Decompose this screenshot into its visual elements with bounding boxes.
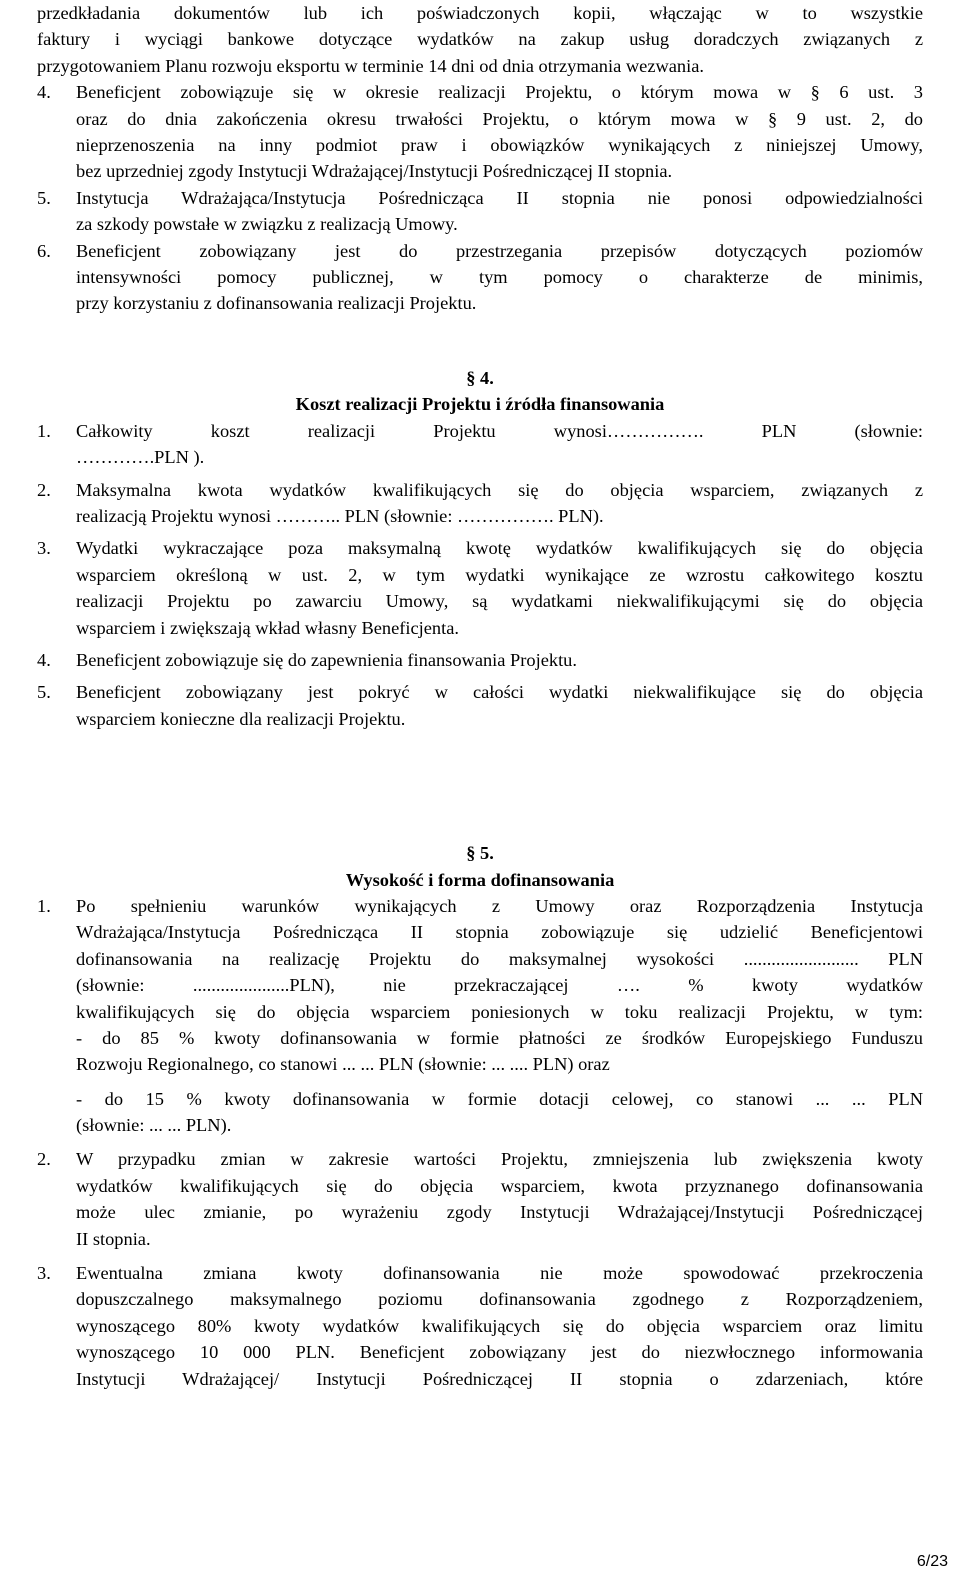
text-line: Beneficjent zobowiązany jest do przestrzegania przepisów dotyczących poziomów (76, 240, 923, 261)
text-line: II stopnia. (76, 1228, 151, 1249)
text-line: dofinansowania na realizację Projektu do maksymalnej wysokości ......................... PLN (76, 948, 923, 969)
document-body (37, 0, 923, 1392)
text-line: - do 85 % kwoty dofinansowania w formie płatności ze środków Europejskiego Funduszu (76, 1027, 923, 1048)
text-line: oraz do dnia zakończenia okresu trwałości Projektu, o którym mowa w § 9 ust. 2, do (76, 108, 923, 129)
item-number: 1. (37, 420, 51, 441)
item-number: 3. (37, 538, 51, 559)
section3-item-4 (37, 79, 923, 185)
text-line: Całkowity koszt realizacji Projektu wynosi……………. PLN (słownie: (76, 420, 923, 441)
text-line: Wdrażająca/Instytucja Pośrednicząca II stopnia zobowiązuje się udzielić Beneficjentowi (76, 922, 923, 943)
text-line: Ewentualna zmiana kwoty dofinansowania nie może spowodować przekroczenia (76, 1263, 923, 1284)
section4-item-1 (37, 418, 923, 471)
spacer (37, 732, 923, 840)
text-line: (słownie: ... ... PLN). (76, 1115, 232, 1136)
text-line: intensywności pomocy publicznej, w tym pomocy o charakterze de minimis, (76, 266, 923, 287)
section5-item-3 (37, 1260, 923, 1392)
item-number: 5. (37, 187, 51, 208)
text-line: Beneficjent zobowiązuje się w okresie realizacji Projektu, o którym mowa w § 6 ust. 3 (76, 82, 923, 103)
spacer (37, 343, 923, 365)
text-line: faktury i wyciągi bankowe dotyczące wydatków na zakup usług doradczych związanych z (37, 29, 923, 50)
item-number: 2. (37, 1149, 51, 1170)
text-line: przy korzystaniu z dofinansowania realizacji Projektu. (76, 293, 477, 314)
item-number: 3. (37, 1263, 51, 1284)
text-line: przygotowaniem Planu rozwoju eksportu w terminie 14 dni od dnia otrzymania wezwania. (37, 55, 704, 76)
text-line: Po spełnieniu warunków wynikających z Umowy oraz Rozporządzenia Instytucja (76, 895, 923, 916)
text-line: kwalifikujących się do objęcia wsparciem poniesionych w toku realizacji Projektu, w tym: (76, 1001, 923, 1022)
section-5-number: § 5. (466, 843, 494, 864)
text-line: wsparciem i zwiększają wkład własny Beneficjenta. (76, 617, 459, 638)
section5-item-1 (37, 893, 923, 1139)
item-number: 4. (37, 82, 51, 103)
section3-item-5 (37, 185, 923, 238)
text-line: wynoszącego 80% kwoty wydatków kwalifikujących się do objęcia wsparciem oraz limitu (76, 1315, 923, 1336)
text-line: za szkody powstałe w związku z realizacją Umowy. (76, 214, 458, 235)
item-number: 5. (37, 682, 51, 703)
text-line: wsparciem konieczne dla realizacji Projektu. (76, 708, 406, 729)
section4-item-3 (37, 535, 923, 641)
section4-item-5 (37, 679, 923, 732)
section-4-number: § 4. (466, 368, 494, 389)
spacer (37, 317, 923, 343)
item-number: 2. (37, 479, 51, 500)
section-5-title: Wysokość i forma dofinansowania (345, 869, 615, 890)
intro-paragraph (37, 0, 923, 79)
text-line: nieprzenoszenia na inny podmiot praw i obowiązków wynikających z niniejszej Umowy, (76, 134, 923, 155)
text-line: przedkładania dokumentów lub ich poświadczonych kopii, włączając w to wszystkie (37, 3, 923, 23)
text-line: W przypadku zmian w zakresie wartości Projektu, zmniejszenia lub zwiększenia kwoty (76, 1149, 923, 1170)
text-line: Rozwoju Regionalnego, co stanowi ... ... PLN (słownie: ... .... PLN) oraz (76, 1054, 610, 1075)
item-number: 4. (37, 649, 51, 670)
section3-item-6 (37, 238, 923, 317)
text-line: Wydatki wykraczające poza maksymalną kwotę wydatków kwalifikujących się do objęcia (76, 538, 923, 559)
text-line: wydatków kwalifikujących się do objęcia wsparciem, kwota przyznanego dofinansowania (76, 1175, 923, 1196)
text-line: Instytucja Wdrażająca/Instytucja Pośrednicząca II stopnia nie ponosi odpowiedzialności (76, 187, 923, 208)
text-line: może ulec zmianie, po wyrażeniu zgody Instytucji Wdrażającej/Instytucji Pośredniczącej (76, 1202, 923, 1223)
item-number: 6. (37, 240, 51, 261)
text-line: wsparciem określoną w ust. 2, w tym wydatki wynikające ze wzrostu całkowitego kosztu (76, 564, 923, 585)
text-line: dopuszczalnego maksymalnego poziomu dofinansowania zgodnego z Rozporządzeniem, (76, 1289, 923, 1310)
text-line: Instytucji Wdrażającej/ Instytucji Pośredniczącej II stopnia o zdarzeniach, które (76, 1368, 923, 1389)
text-line: wynoszącego 10 000 PLN. Beneficjent zobowiązany jest do niezwłocznego informowania (76, 1342, 923, 1363)
text-line: Maksymalna kwota wydatków kwalifikujących się do objęcia wsparciem, związanych z (76, 479, 923, 500)
page-number: 6/23 (916, 1553, 948, 1570)
text-line: - do 15 % kwoty dofinansowania w formie dotacji celowej, co stanowi ... ... PLN (76, 1088, 923, 1109)
section5-item-2 (37, 1146, 923, 1252)
text-line: Beneficjent zobowiązany jest pokryć w całości wydatki niekwalifikujące się do objęcia (76, 682, 923, 703)
text-line: realizacji Projektu po zawarciu Umowy, są wydatkami niekwalifikującymi się do objęcia (76, 591, 923, 612)
item-number: 1. (37, 895, 51, 916)
text-line: Beneficjent zobowiązuje się do zapewnienia finansowania Projektu. (76, 649, 577, 670)
section-4-title: Koszt realizacji Projektu i źródła finansowania (295, 394, 665, 415)
text-line: (słownie: .....................PLN), nie przekraczającej …. % kwoty wydatków (76, 975, 923, 996)
section4-item-2 (37, 477, 923, 530)
text-line: realizacją Projektu wynosi ……….. PLN (słownie: ……………. PLN). (76, 506, 604, 527)
text-line: bez uprzedniej zgody Instytucji Wdrażającej/Instytucji Pośredniczącej II stopnia. (76, 161, 673, 182)
section4-item-4 (37, 647, 923, 673)
text-line: ………….PLN ). (76, 447, 205, 468)
